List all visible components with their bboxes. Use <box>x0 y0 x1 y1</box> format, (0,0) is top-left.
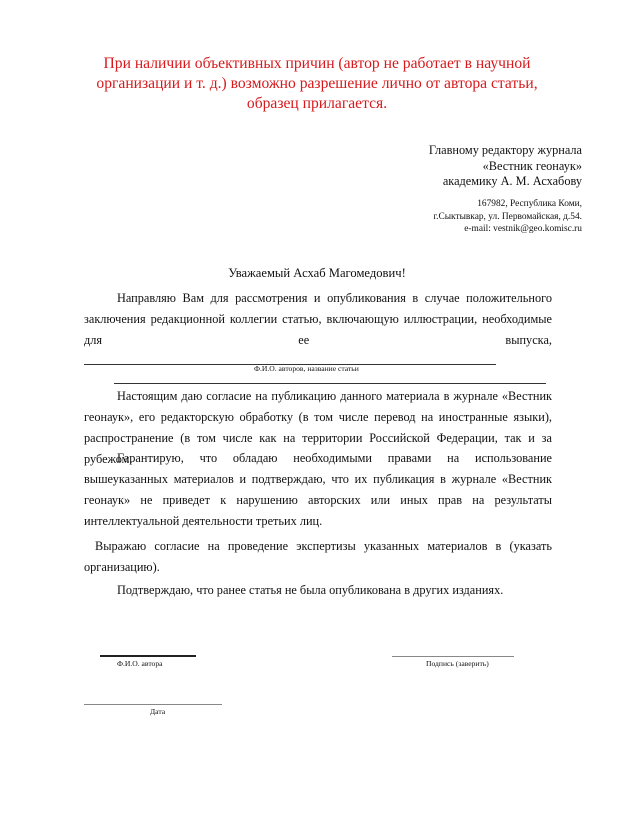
salutation: Уважаемый Асхаб Магомедович! <box>228 266 406 280</box>
date-caption: Дата <box>150 707 166 716</box>
paragraph-submission-text: Направляю Вам для рассмотрения и опубликования в случае положительного заключения редакционной коллегии статью, включающую иллюстрации, необходимые для ее выпуска, <box>84 291 552 347</box>
addressee-line-2: «Вестник геонаук» <box>482 158 582 173</box>
date-line[interactable] <box>84 704 222 705</box>
addressee-line-3: академику А. М. Асхабову <box>442 174 582 188</box>
address-line-2: г.Сыктывкар, ул. Первомайская, д.54. <box>433 211 582 222</box>
paragraph-consent: Настоящим даю согласие на публикацию данного материала в журнале «Вестник геонаук», его редакторскую обработку (в том числе перевод на иностранные языки), распространение (в том числе как на территории Российской Федерации, так и за рубежом. <box>84 389 552 466</box>
address-line-3: e-mail: vestnik@geo.komisc.ru <box>464 224 582 234</box>
notice-text <box>60 54 574 114</box>
notice-line-1: При наличии объективных причин (автор не работает в научной <box>103 55 531 72</box>
article-fill-line-2[interactable] <box>114 383 546 384</box>
paragraph-guarantee: Гарантирую, что обладаю необходимыми правами на использование вышеуказанных материалов и подтверждаю, что их публикация в журнале «Вестник геонаук» не приведет к нарушению авторских или иных прав на результаты интеллектуальной деятельности третьих лиц. <box>84 451 552 528</box>
addressee-line-1: Главному редактору журнала <box>428 143 582 157</box>
signature-caption: Подпись (заверить) <box>426 659 489 668</box>
signature-line[interactable] <box>392 656 514 657</box>
address-block <box>433 198 582 236</box>
author-name-caption: Ф.И.О. автора <box>117 659 163 668</box>
paragraph-confirmation: Подтверждаю, что ранее статья не была опубликована в других изданиях. <box>117 583 504 597</box>
article-fill-caption: Ф.И.О. авторов, название статьи <box>254 364 359 373</box>
notice-line-2: организации и т. д.) возможно разрешение лично от автора статьи, <box>96 75 538 92</box>
addressee-block <box>429 143 582 190</box>
paragraph-submission <box>84 288 552 372</box>
author-name-line[interactable] <box>100 655 196 657</box>
address-line-1: 167982, Республика Коми, <box>477 199 582 209</box>
paragraph-expertise: Выражаю согласие на проведение экспертизы указанных материалов в (указать организацию). <box>84 539 552 574</box>
notice-line-3: образец прилагается. <box>246 95 388 112</box>
